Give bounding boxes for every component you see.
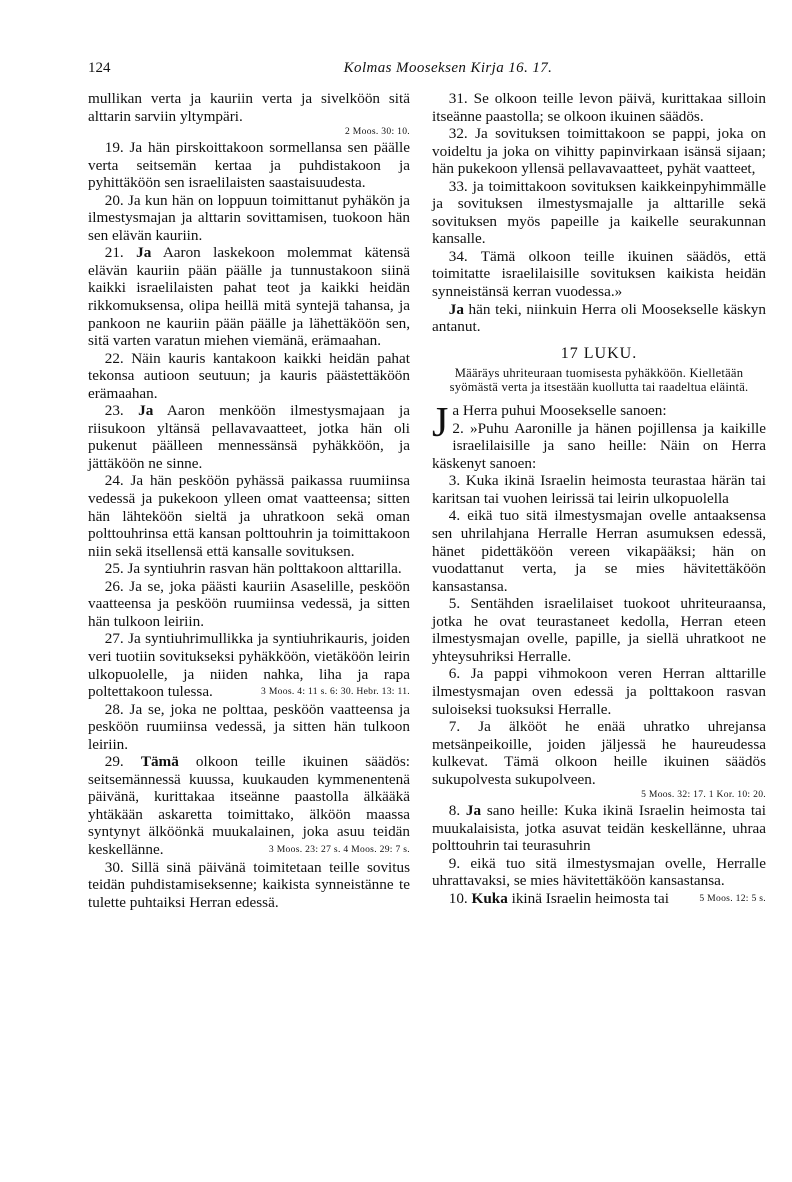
- verse-text: sano heille: Kuka ikinä Israelin heimosta tai muukalaisista, jotka asuvat teidän keskellänne, uhraa polttouhrin tai teurasuhrin: [432, 802, 767, 855]
- chapter-summary: Määräys uhriteuraan tuomisesta pyhäkköön. Kielletään syömästä verta ja itsestään kuollutta tai raadeltua eläintä.: [449, 366, 749, 395]
- verse-continuation: mullikan verta ja kauriin verta ja sivelköön sitä alttarin sarviin yltympäri.: [88, 90, 410, 125]
- verse-28: 28. Ja se, joka ne polttaa, pesköön vaatteensa ja pesköön ruumiinsa vedessä, ja sitten hän tulkoon leiriin.: [88, 700, 410, 753]
- verse-initial: Ja: [136, 244, 152, 262]
- verse-text: hän teki, niinkuin Herra oli Moosekselle käskyn antanut.: [432, 300, 766, 336]
- cross-reference: 3 Moos. 23: 27 s. 4 Moos. 29: 7 s.: [268, 843, 410, 855]
- verse-7: 7. Ja älkööt he enää uhratko uhrejansa metsänpeikoille, joiden jäljessä he haureudessa kulkevat. Tämä olkoon heille ikuinen säädös sukupolvesta sukupolveen.: [432, 718, 766, 788]
- verse-number: 23.: [104, 402, 124, 420]
- cross-reference: 2 Moos. 30: 10.: [345, 126, 410, 138]
- verse-19: 19. Ja hän pirskoittakoon sormellansa sen päälle verta seitsemän kertaa ja puhdistakoon ja pyhittäköön sen israelilaisten saastaisuudesta.: [88, 139, 410, 192]
- verse-20: 20. Ja kun hän on loppuun toimittanut pyhäkön ja ilmestysmajan ja alttarin sovittamisen, tuokoon hän sen elävän kauriin.: [88, 191, 410, 244]
- verse-34: 34. Tämä olkoon teille ikuinen säädös, että toimitatte israelilaisille sovituksen kaikista heidän synneistänsä kerran vuodessa.»: [432, 247, 766, 301]
- right-column: [432, 90, 766, 908]
- verse-number: 8.: [448, 802, 461, 820]
- verse-25: 25. Ja syntiuhrin rasvan hän polttakoon alttarilla.: [104, 560, 402, 578]
- cross-reference: 3 Moos. 4: 11 s. 6: 30. Hebr. 13: 11.: [261, 686, 410, 698]
- verse-29: [88, 753, 410, 858]
- verse-text: 27. Ja syntiuhrimullikka ja syntiuhrikauris, joiden veri tuotiin sovitukseksi pyhäkköön, vietäköön leirin ulkopuolelle, ja niiden nahka, liha ja rapa poltettakoon tulessa.: [88, 630, 410, 701]
- drop-cap: J: [432, 400, 449, 447]
- verse-27: [88, 630, 410, 700]
- left-column: [88, 90, 410, 911]
- verse-32: 32. Ja sovituksen toimittakoon se pappi, joka on voideltu ja joka on vihitty papinvirkaan isänsä sijaan; hän pukekoon yllensä pellavavaatteet, pyhät vaatteet,: [432, 125, 766, 178]
- verse-31: 31. Se olkoon teille levon päivä, kurittakaa silloin itseänne paastolla; se olkoon ikuinen säädös.: [432, 90, 766, 125]
- verse-number: 21.: [104, 244, 124, 262]
- verse-2: 2. »Puhu Aaronille ja hänen pojillensa ja kaikille israelilaisille ja sano heille: Näin on Herra käskenyt sanoen:: [432, 419, 766, 472]
- verse-3: 3. Kuka ikinä Israelin heimosta teurastaa härän tai karitsan tai vuohen leirissä tai leirin ulkopuolella: [432, 472, 766, 507]
- cross-reference: 5 Moos. 12: 5 s.: [699, 892, 766, 904]
- verse-1: [432, 402, 766, 472]
- verse-initial: Tämä: [140, 753, 179, 771]
- verse-text: a Herra puhui Moosekselle sanoen:: [452, 402, 667, 420]
- verse-6: 6. Ja pappi vihmokoon veren Herran alttarille ilmestysmajan oven edessä ja polttakoon rasvan suloiseksi tuoksuksi Herralle.: [432, 665, 766, 718]
- verse-23: [88, 402, 410, 472]
- verse-initial: Ja: [448, 300, 464, 318]
- closing-verse: [432, 301, 766, 336]
- verse-8: [432, 802, 766, 855]
- page-number: 124: [88, 60, 111, 76]
- verse-4: 4. eikä tuo sitä ilmestysmajan ovelle antaaksensa sen uhrilahjana Herralle Herran asumuksen edessä, hänet pidettäköön vereen vikapääksi; hän on vuodattanut verta, ja se mies hävitettäköön kansastansa.: [432, 507, 766, 595]
- verse-text: olkoon teille ikuinen säädös: seitsemännessä kuussa, kuukauden kymmenentenä päivänä, kurittakaa itseänne paastolla älkääkä yhtäkään askaretta toimittako, älköön maassa syntynyt älköönkä muukalainen, joka asuu teidän keskellänne.: [88, 753, 410, 858]
- verse-30: 30. Sillä sinä päivänä toimitetaan teille sovitus teidän puhdistamiseksenne; kaikista synneistänne te tulette puhtaiksi Herran edessä.: [88, 858, 410, 911]
- cross-reference: 5 Moos. 32: 17. 1 Kor. 10: 20.: [641, 789, 766, 801]
- verse-initial: Ja: [465, 802, 482, 820]
- verse-initial: Kuka: [471, 889, 508, 907]
- verse-26: 26. Ja se, joka päästi kauriin Asaselille, pesköön vaatteensa ja pesköön ruumiinsa vedessä, ja sitten hän tulkoon leiriin.: [88, 577, 410, 630]
- verse-text: ikinä Israelin heimosta tai: [507, 889, 669, 907]
- verse-22: 22. Näin kauris kantakoon kaikki heidän pahat tekonsa autioon seutuun; ja kauris päästettäköön erämaahan.: [88, 349, 410, 402]
- verse-number: 10.: [448, 889, 468, 907]
- verse-text: 9. eikä tuo sitä ilmestysmajan ovelle, Herralle uhrattavaksi, se mies hävitettäköön kansastansa.: [432, 854, 766, 890]
- verse-initial: Ja: [138, 402, 154, 420]
- running-title: Kolmas Mooseksen Kirja 16. 17.: [343, 60, 553, 76]
- verse-5: 5. Sentähden israelilaiset tuokoot uhriteuraansa, jotka he ovat teurastaneet kedolla, Herran eteen ilmestysmajan ovelle, papille, ja siellä uhratkoot ne yhteysuhriksi Herralle.: [432, 595, 766, 665]
- page-header: [88, 60, 768, 80]
- verse-text: Aaron laskekoon molemmat kätensä elävän kauriin pään päälle ja tunnustakoon siinä kaikki israelilaisten pahat teot ja kaikki heidän rikkomuksensa, olipa heillä mitä syntejä tahansa, ja pankoon ne kauriin pään päälle ja lähettäköön sen, sitä varten varatun miehen viemänä, erämaahan.: [88, 244, 410, 350]
- verse-21: [88, 244, 410, 349]
- chapter-heading: 17 LUKU.: [560, 344, 638, 362]
- verse-text: Aaron menköön ilmestysmajaan ja riisukoon yltänsä pellavavaatteet, jotka hän oli pukenut päälleen mennessänsä pyhäkköön, ja jättäköön ne sinne.: [88, 402, 410, 472]
- verse-number: 29.: [104, 753, 124, 771]
- verse-33: 33. ja toimittakoon sovituksen kaikkeinpyhimmälle ja sovituksen ilmestysmajalle ja alttarille sekä sovituksen myös papeille ja kaikelle seurakunnan kansalle.: [432, 177, 766, 248]
- verse-24: 24. Ja hän pesköön pyhässä paikassa ruumiinsa vedessä ja pukekoon ylleen omat vaatteensa; sitten hän lähteköön sieltä ja uhratkoon sekä oman polttouhrinsa että kansan polttouhrin ja toimittakoon niin sekä itsellensä että kansalle sovituksen.: [88, 472, 410, 560]
